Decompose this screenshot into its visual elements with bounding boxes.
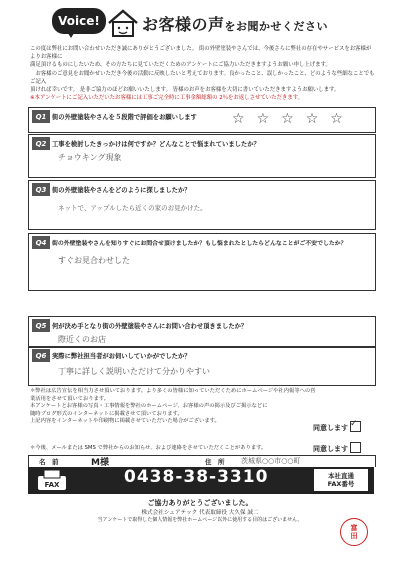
stamp-line2: 田 bbox=[350, 532, 358, 540]
contact-note: ＊今後、メールまたは SMS で弊社からのお知らせ、および連絡をさせていただくことがあります。 bbox=[30, 445, 267, 451]
fax-number[interactable]: 0438-38-3310 bbox=[124, 467, 269, 487]
intro-text bbox=[30, 45, 375, 102]
name-value[interactable]: M様 bbox=[91, 458, 109, 468]
publication-note: ＊弊社は広告宣伝を相当力させ頂いております。より多くの皆様に知っていただくためにホームページや社内報等への営業活用をさせて頂いております。 本アンケートとお客様の写真・工事情報を弊社のホームページ、お客様の声の掲示及びご掲示などに 随時ブログ形式のインターネットに掲載させて頂いております。 上記内容をインターネットや印刷物に掲載させていただいた場合がございます。 bbox=[30, 388, 316, 424]
star-icon[interactable]: ☆ bbox=[330, 111, 343, 127]
voice-badge-tail bbox=[66, 30, 76, 38]
q4-answer[interactable]: すぐお見合わせした bbox=[58, 256, 130, 265]
company-text: 株式会社シェアテック 代表取締役 大久保 誠二 bbox=[141, 510, 259, 516]
q2-text: 工事を検討したきっかけは何ですか？どんなことで悩まれていましたか？ bbox=[52, 141, 260, 148]
title-sub: をお聞かせください bbox=[224, 20, 329, 33]
q3-answer[interactable]: ネットで、アップルしたら近くの家のお見かけた。 bbox=[58, 204, 207, 212]
star-icon[interactable]: ☆ bbox=[232, 111, 245, 127]
thanks-text: ご協力ありがとうございました。 bbox=[147, 499, 253, 507]
star-icon[interactable]: ☆ bbox=[256, 111, 270, 127]
q5-text: 何が決め手となり街の外壁塗装やさんにお問い合わせ頂きましたか？ bbox=[52, 323, 248, 330]
agree-contact-checkbox[interactable] bbox=[350, 442, 361, 453]
fax-icon-label: FAX bbox=[44, 481, 60, 489]
agree-publication-label: 同意します bbox=[313, 424, 348, 432]
rating-stars[interactable] bbox=[232, 112, 343, 126]
q5-label: Q5 bbox=[32, 319, 50, 332]
agree-contact-label: 同意します bbox=[313, 445, 348, 453]
fax-tag-line2: FAX番号 bbox=[327, 480, 355, 488]
address-label: 住 所 bbox=[205, 458, 225, 466]
intro-body: この度は弊社にお問い合わせいただき誠にありがとうございました。 街の外壁塗装やさんでは、今後さらに弊社の存在やサービスをお客様がよりお客様に 満足頂けるものにしたいため、その方たちに見ていただくためのアンケートにご協力いただきますようお願い申し上げます。 お客様のご意見をお聞かせいただき今後の活動に反映したいと考えております。良かったこと、誤しかったこと、どのような些細なことでもご記入 頂ければ幸いです。 是非ご協力のほどお願いいたします。 皆様のお声をお客様を大切に書いていただきますようお願いします。 bbox=[30, 46, 375, 94]
star-icon[interactable]: ☆ bbox=[305, 111, 319, 127]
q3-label: Q3 bbox=[32, 183, 50, 196]
q6-answer[interactable]: 丁寧に詳しく説明いただけて分かりやすい bbox=[58, 367, 210, 376]
title-main: お客様の声 bbox=[142, 15, 225, 34]
seal-stamp bbox=[340, 518, 368, 546]
fax-machine-icon bbox=[36, 468, 68, 492]
q2-answer[interactable]: チョウキング現象 bbox=[58, 153, 122, 162]
q2-label: Q2 bbox=[32, 137, 50, 150]
page-title bbox=[142, 12, 328, 35]
name-address-row bbox=[28, 455, 376, 467]
stamp-line1: 富 bbox=[350, 524, 358, 532]
q1-text: 街の外壁塗装やさんを５段階で評価をお願いします bbox=[52, 114, 197, 121]
fax-tag bbox=[314, 469, 368, 491]
privacy-note: 当アンケートで取得した個人情報を弊社ホームページ以外に使用する目的はございません。 bbox=[97, 517, 303, 523]
q1-label: Q1 bbox=[32, 110, 50, 123]
star-icon[interactable]: ☆ bbox=[281, 111, 294, 127]
fax-tag-line1: 本社直通 bbox=[328, 472, 354, 480]
address-value[interactable]: 茨城県○○市○○町 bbox=[241, 457, 301, 465]
q6-label: Q6 bbox=[32, 349, 50, 362]
name-label: 名 前 bbox=[39, 458, 59, 466]
check-icon: ✓ bbox=[350, 419, 358, 429]
q4-text: 街の外壁塗装やさんを知りすぐにお問合せ頂けましたか？もし悩まれたとしたらどんなことがご不安でしたか？ bbox=[52, 241, 347, 247]
house-icon bbox=[106, 8, 140, 38]
voice-badge: Voice! bbox=[52, 8, 106, 34]
intro-red-note: ※本アンケートにご記入いただいたお客様には工事ご完全時に工事金額総額の 2％をお返しさせていただきます。 bbox=[30, 95, 304, 102]
q4-label: Q4 bbox=[32, 236, 50, 249]
q3-text: 街の外壁塗装やさんをどのように探しましたか？ bbox=[52, 187, 191, 194]
q5-answer[interactable]: 際近くのお店 bbox=[58, 335, 106, 344]
q6-text: 実際に弊社担当者がお伺いしていかがでしたか？ bbox=[52, 353, 191, 360]
